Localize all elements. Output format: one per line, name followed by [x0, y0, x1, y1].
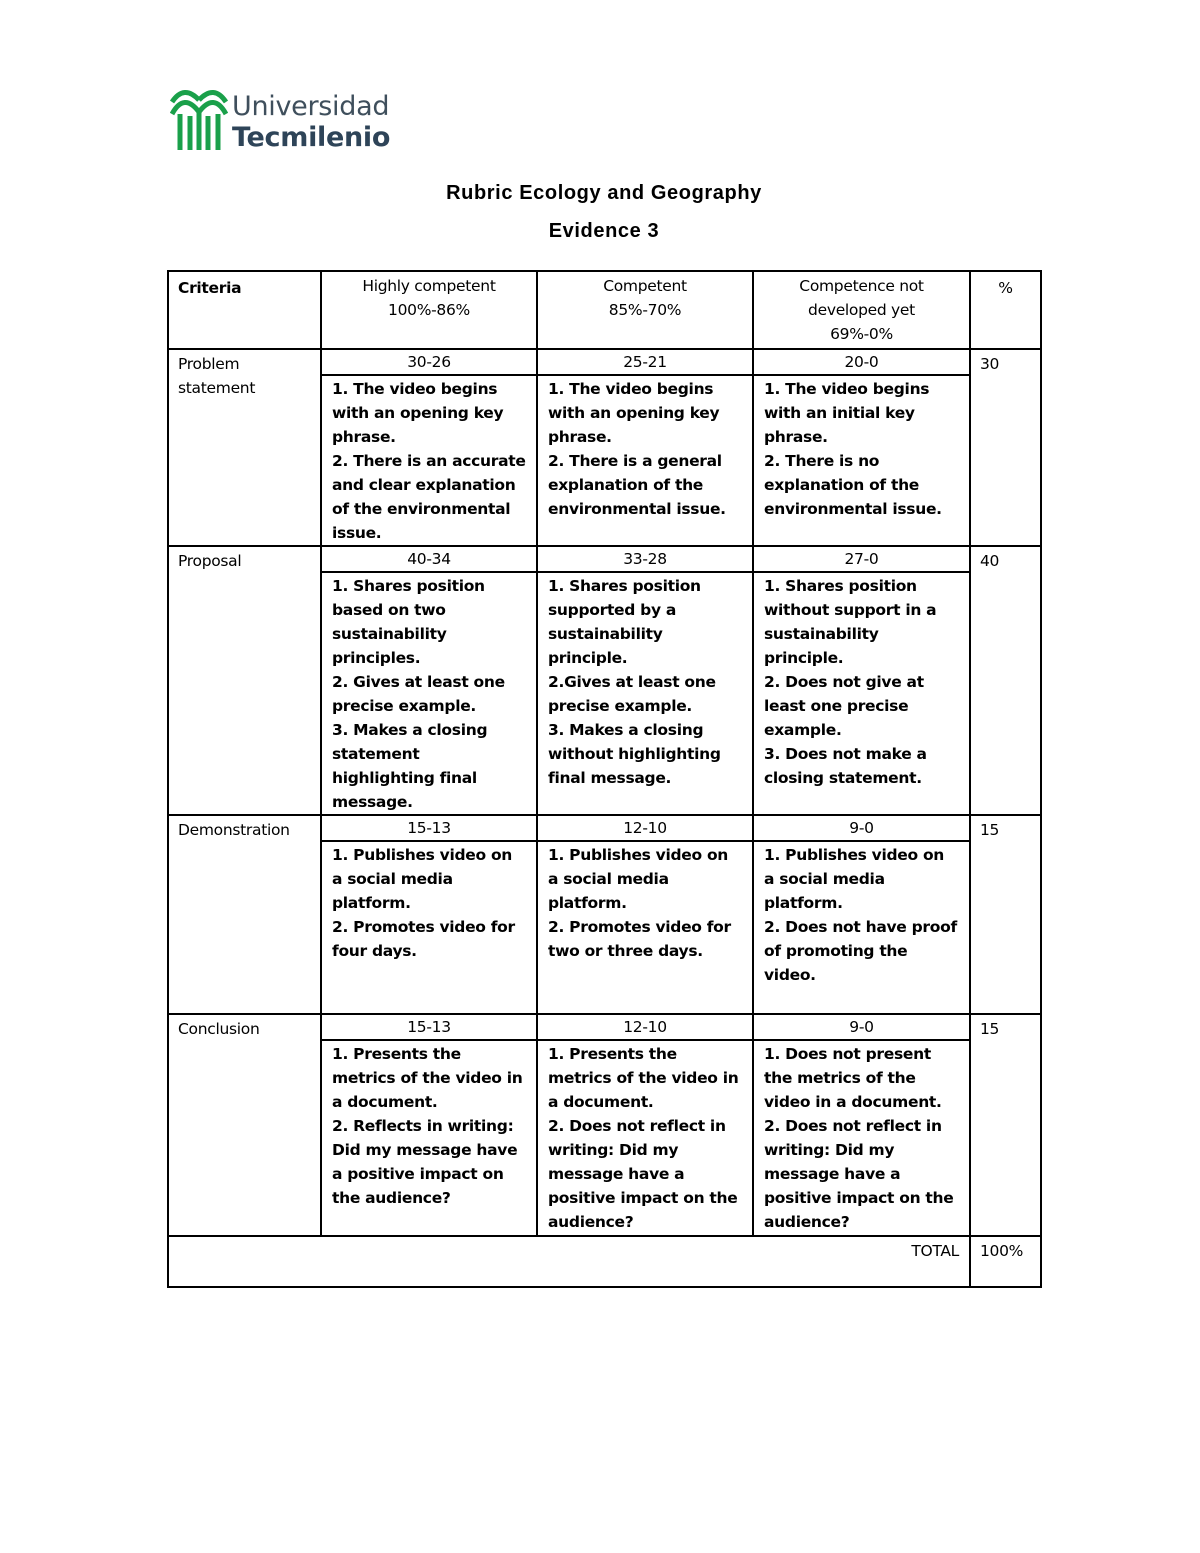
- rubric-cell: [537, 1014, 753, 1236]
- cell-description: [538, 574, 752, 790]
- cell-description: [538, 377, 752, 521]
- description-line: 1. Shares position supported by a sustainability principle.: [548, 577, 706, 667]
- description-line: 1. Publishes video on a social media platform.: [764, 846, 950, 912]
- cell-description: [538, 1042, 752, 1234]
- points-range: 40-34: [322, 547, 536, 573]
- level-range: 69%-0%: [830, 325, 893, 343]
- cell-description: [754, 377, 969, 521]
- rubric-cell: [321, 546, 537, 815]
- cell-description: [322, 377, 536, 545]
- description-line: 1. Shares position based on two sustainability principles.: [332, 577, 490, 667]
- description-line: 2. Does not give at least one precise example.: [764, 673, 929, 739]
- criterion-label: Problem statement: [168, 349, 321, 546]
- criterion-label: Proposal: [168, 546, 321, 815]
- level-name: Competence not developed yet: [799, 277, 924, 319]
- table-row: [168, 1014, 1041, 1236]
- points-range: 27-0: [754, 547, 969, 573]
- description-line: 2. There is a general explanation of the environmental issue.: [548, 452, 727, 518]
- points-range: 12-10: [538, 1015, 752, 1041]
- criterion-percent: 30: [970, 349, 1041, 546]
- level-name: Competent: [603, 277, 687, 295]
- points-range: 15-13: [322, 816, 536, 842]
- criterion-percent: 15: [970, 815, 1041, 1014]
- document-subtitle: Evidence 3: [548, 220, 660, 242]
- university-logo: [170, 88, 391, 153]
- description-line: 1. The video begins with an initial key phrase.: [764, 380, 935, 446]
- description-line: 2. Promotes video for four days.: [332, 918, 520, 960]
- document-title: Rubric Ecology and Geography: [446, 182, 762, 204]
- description-line: 1. The video begins with an opening key phrase.: [548, 380, 725, 446]
- description-line: 2. Does not have proof of promoting the video.: [764, 918, 963, 984]
- points-range: 30-26: [322, 350, 536, 376]
- rubric-cell: [321, 815, 537, 1014]
- total-percent: 100%: [970, 1236, 1041, 1287]
- header-level-not-developed: [753, 271, 970, 349]
- description-line: 1. Publishes video on a social media platform.: [332, 846, 518, 912]
- description-line: 1. The video begins with an opening key phrase.: [332, 380, 509, 446]
- level-name: Highly competent: [362, 277, 496, 295]
- criterion-percent: 40: [970, 546, 1041, 815]
- cell-description: [322, 1042, 536, 1210]
- table-header-row: [168, 271, 1041, 349]
- points-range: 25-21: [538, 350, 752, 376]
- points-range: 15-13: [322, 1015, 536, 1041]
- table-row: [168, 546, 1041, 815]
- description-line: 2.Gives at least one precise example.: [548, 673, 721, 715]
- description-line: 1. Presents the metrics of the video in a document.: [332, 1045, 528, 1111]
- header-level-competent: [537, 271, 753, 349]
- cell-description: [754, 1042, 969, 1234]
- points-range: 20-0: [754, 350, 969, 376]
- description-line: 2. There is an accurate and clear explanation of the environmental issue.: [332, 452, 531, 542]
- rubric-cell: [753, 1014, 970, 1236]
- criterion-percent: 15: [970, 1014, 1041, 1236]
- cell-description: [322, 574, 536, 814]
- criterion-label: Demonstration: [168, 815, 321, 1014]
- tecmilenio-logo-icon: [170, 88, 228, 150]
- rubric-cell: [537, 349, 753, 546]
- rubric-table: [167, 270, 1042, 1288]
- description-line: 2. Promotes video for two or three days.: [548, 918, 736, 960]
- rubric-cell: [753, 349, 970, 546]
- cell-description: [538, 843, 752, 963]
- points-range: 9-0: [754, 816, 969, 842]
- description-line: 3. Makes a closing statement highlighting final message.: [332, 721, 493, 811]
- description-line: 1. Shares position without support in a sustainability principle.: [764, 577, 942, 667]
- cell-description: [322, 843, 536, 963]
- description-line: 2. Gives at least one precise example.: [332, 673, 510, 715]
- header-percent: %: [970, 271, 1041, 349]
- logo-text-universidad: Universidad: [232, 91, 390, 122]
- header-criteria: Criteria: [168, 271, 321, 349]
- level-range: 100%-86%: [388, 301, 470, 319]
- total-row: [168, 1236, 1041, 1287]
- header-level-highly-competent: [321, 271, 537, 349]
- rubric-cell: [753, 546, 970, 815]
- cell-description: [754, 574, 969, 790]
- level-range: 85%-70%: [608, 301, 682, 319]
- table-row: [168, 815, 1041, 1014]
- points-range: 12-10: [538, 816, 752, 842]
- rubric-cell: [537, 815, 753, 1014]
- description-line: 2. Does not reflect in writing: Did my message have a positive impact on the audience?: [764, 1117, 959, 1231]
- rubric-cell: [753, 815, 970, 1014]
- description-line: 3. Does not make a closing statement.: [764, 745, 932, 787]
- description-line: 2. There is no explanation of the environmental issue.: [764, 452, 942, 518]
- total-label: TOTAL: [168, 1236, 970, 1287]
- points-range: 33-28: [538, 547, 752, 573]
- description-line: 3. Makes a closing without highlighting final message.: [548, 721, 726, 787]
- logo-text-tecmilenio: Tecmilenio: [232, 122, 391, 153]
- description-line: 1. Publishes video on a social media platform.: [548, 846, 734, 912]
- description-line: 1. Does not present the metrics of the video in a document.: [764, 1045, 942, 1111]
- description-line: 2. Reflects in writing: Did my message have a positive impact on the audience?: [332, 1117, 523, 1207]
- criterion-label: Conclusion: [168, 1014, 321, 1236]
- rubric-cell: [321, 1014, 537, 1236]
- description-line: 1. Presents the metrics of the video in a document.: [548, 1045, 744, 1111]
- cell-description: [754, 843, 969, 987]
- rubric-cell: [537, 546, 753, 815]
- table-row: [168, 349, 1041, 546]
- points-range: 9-0: [754, 1015, 969, 1041]
- description-line: 2. Does not reflect in writing: Did my message have a positive impact on the audience?: [548, 1117, 743, 1231]
- rubric-cell: [321, 349, 537, 546]
